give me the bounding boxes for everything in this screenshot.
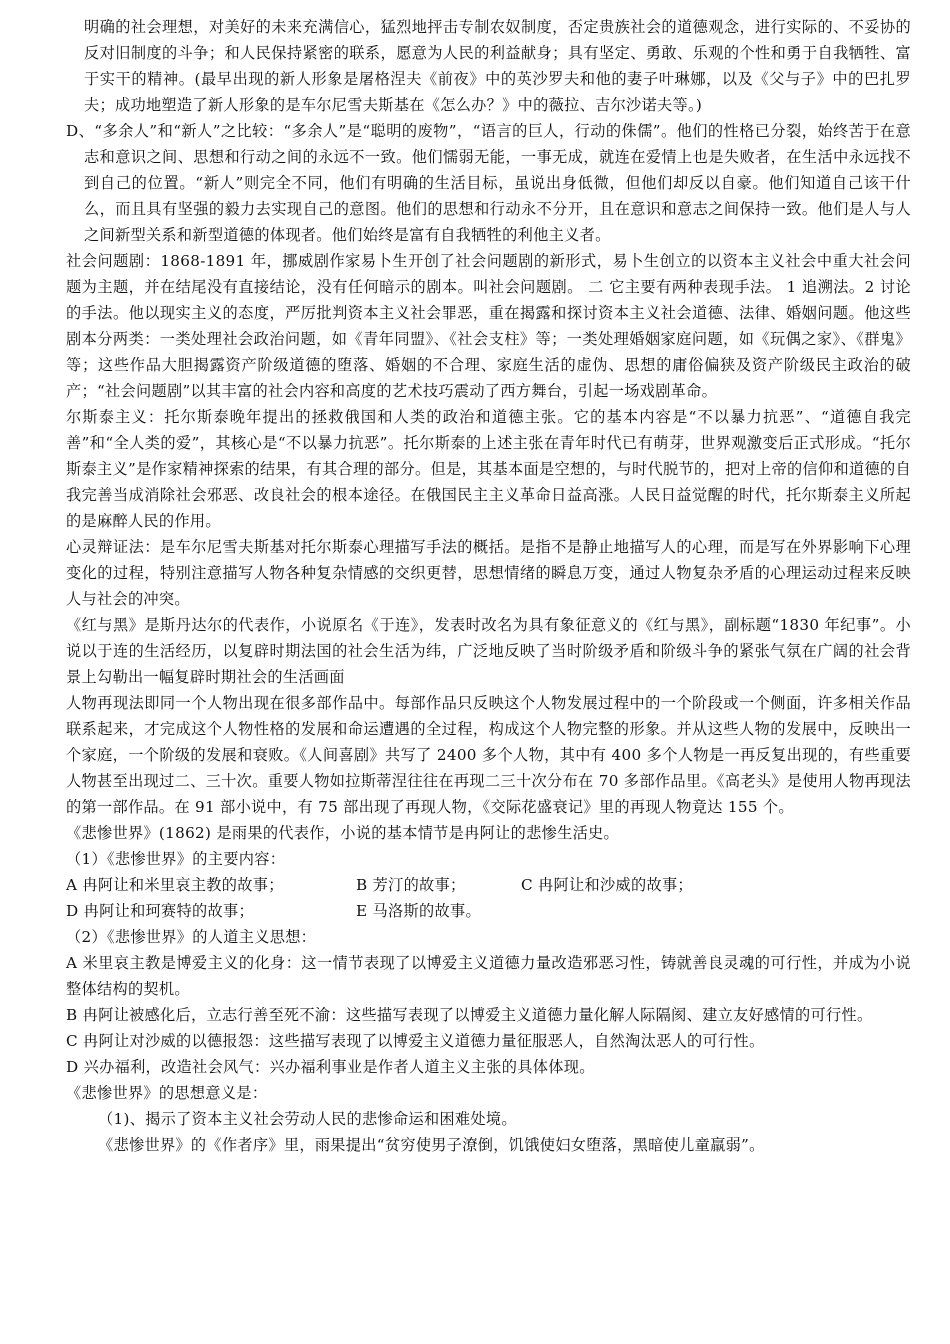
paragraph-humanism-d: D 兴办福利，改造社会风气：兴办福利事业是作者人道主义主张的具体体现。 (66, 1058, 595, 1076)
option-a: A 冉阿让和米里哀主教的故事； (66, 876, 284, 894)
paragraph-humanism-c: C 冉阿让对沙威的以德报怨：这些描写表现了以博爱主义道德力量征服恶人，自然淘汰恶人的可行性。 (66, 1032, 765, 1050)
paragraph-recurring-characters: 人物再现法即同一个人物出现在很多部作品中。每部作品只反映这个人物发展过程中的一个阶段或一个侧面，许多相关作品联系起来，才完成这个人物性格的发展和命运遭遇的全过程，构成这个人物完整的形象。并从这些人物的发展中，反映出一个家庭，一个阶级的发展和衰败。《人间喜剧》共写了 2400 多个人物，其中有 400 多个人物是一再反复出现的，有些重要人物甚至出现过二、三十次。重要人物如拉斯蒂涅往往在再现二三十次分布在 70 多部作品里。《高老头》是使用人物再现法的第一部作品。在 91 部小说中，有 75 部出现了再现人物，《交际花盛衰记》里的再现人物竟达 155 个。 (66, 694, 911, 816)
paragraph-tolstoyism: 尔斯泰主义：托尔斯泰晚年提出的拯救俄国和人类的政治和道德主张。它的基本内容是“不以暴力抗恶”、“道德自我完善”和“全人类的爱”，其核心是“不以暴力抗恶”。托尔斯泰的上述主张在青年时代已有萌芽，世界观激变后正式形成。“托尔斯泰主义”是作家精神探索的结果，有其合理的部分。但是，其基本面是空想的，与时代脱节的，把对上帝的信仰和道德的自我完善当成消除社会邪恶、改良社会的根本途径。在俄国民主主义革命日益高涨。人民日益觉醒的时代，托尔斯泰主义所起的是麻醉人民的作用。 (66, 408, 911, 530)
paragraph-social-problem-drama: 社会问题剧：1868-1891 年，挪威剧作家易卜生开创了社会问题剧的新形式，易卜生创立的以资本主义社会中重大社会问题为主题，并在结尾没有直接结论，没有任何暗示的剧本。叫社会问题剧。 二 它主要有两种表现手法。 1 追溯法。2 讨论的手法。他以现实主义的态度，严厉批判资本主义社会罪恶，重在揭露和探讨资本主义社会道德、法律、婚姻问题。他这些剧本分两类：一类处理社会政治问题，如《青年同盟》、《社会支柱》等；一类处理婚姻家庭问题，如《玩偶之家》、《群鬼》等；这些作品大胆揭露资产阶级道德的堕落、婚姻的不合理、家庭生活的虚伪、思想的庸俗偏狭及资产阶级民主政治的破产；“社会问题剧”以其丰富的社会内容和高度的艺术技巧震动了西方舞台，引起一场戏剧革命。 (66, 252, 911, 400)
section-heading-significance: 《悲惨世界》的思想意义是： (66, 1084, 268, 1102)
paragraph-red-and-black: 《红与黑》是斯丹达尔的代表作，小说原名《于连》，发表时改名为具有象征意义的《红与黑》，副标题“1830 年纪事”。小说以于连的生活经历，以复辟时期法国的社会生活为纬，广泛地反映了当时阶级矛盾和阶级斗争的紧张气氛在广阔的社会背景上勾勒出一幅复辟时期社会的生活画面 (66, 616, 911, 686)
paragraph-comparison: D、“多余人”和“新人”之比较：“多余人”是“聪明的废物”，“语言的巨人，行动的侏儒”。他们的性格已分裂，始终苦于在意志和意识之间、思想和行动之间的永远不一致。他们懦弱无能，一事无成，就连在爱情上也是失败者，在生活中永远找不到自己的位置。“新人”则完全不同，他们有明确的生活目标，虽说出身低微，但他们却反以自豪。他们知道自己该干什么，而且具有坚强的毅力去实现自己的意图。他们的思想和行动永不分开，且在意识和意志之间保持一致。他们是人与人之间新型关系和新型道德的体现者。他们始终是富有自我牺牲的利他主义者。 (66, 122, 911, 244)
paragraph-author-preface: 《悲惨世界》的《作者序》里，雨果提出“贫穷使男子潦倒，饥饿使妇女堕落，黑暗使儿童羸弱”。 (98, 1136, 765, 1154)
paragraph-new-people-traits: 明确的社会理想，对美好的未来充满信心，猛烈地抨击专制农奴制度，否定贵族社会的道德观念，进行实际的、不妥协的反对旧制度的斗争；和人民保持紧密的联系，愿意为人民的利益献身；具有坚定、勇敢、乐观的个性和勇于自我牺牲、富于实干的精神。(最早出现的新人形象是屠格涅夫《前夜》中的英沙罗夫和他的妻子叶琳娜，以及《父与子》中的巴扎罗夫；成功地塑造了新人形象的是车尔尼雪夫斯基在《怎么办？》中的薇拉、吉尔沙诺夫等。) (84, 18, 911, 114)
section-heading-humanism: （2）《悲惨世界》的人道主义思想： (66, 928, 317, 946)
options-row-1 (66, 872, 911, 898)
paragraph-humanism-b: B 冉阿让被感化后，立志行善至死不渝：这些描写表现了以博爱主义道德力量化解人际隔阂、建立友好感情的可行性。 (66, 1006, 873, 1024)
section-heading-main-content: （1）《悲惨世界》的主要内容： (66, 850, 286, 868)
document-page (66, 14, 911, 1158)
options-row-2 (66, 898, 911, 924)
paragraph-les-miserables-intro: 《悲惨世界》(1862) 是雨果的代表作，小说的基本情节是冉阿让的悲惨生活史。 (66, 824, 620, 842)
paragraph-humanism-a: A 米里哀主教是博爱主义的化身：这一情节表现了以博爱主义道德力量改造邪恶习性，铸就善良灵魂的可行性，并成为小说整体结构的契机。 (66, 954, 911, 998)
option-e: E 马洛斯的故事。 (356, 902, 481, 920)
option-d: D 冉阿让和珂赛特的故事； (66, 902, 254, 920)
paragraph-dialectics-of-soul: 心灵辩证法：是车尔尼雪夫斯基对托尔斯泰心理描写手法的概括。是指不是静止地描写人的心理，而是写在外界影响下心理变化的过程，特别注意描写人物各种复杂情感的交织更替，思想情绪的瞬息万变，通过人物复杂矛盾的心理运动过程来反映人与社会的冲突。 (66, 538, 911, 608)
option-c: C 冉阿让和沙威的故事； (521, 876, 693, 894)
option-b: B 芳汀的故事； (356, 876, 466, 894)
paragraph-significance-1: （1)、揭示了资本主义社会劳动人民的悲惨命运和困难处境。 (98, 1110, 517, 1128)
